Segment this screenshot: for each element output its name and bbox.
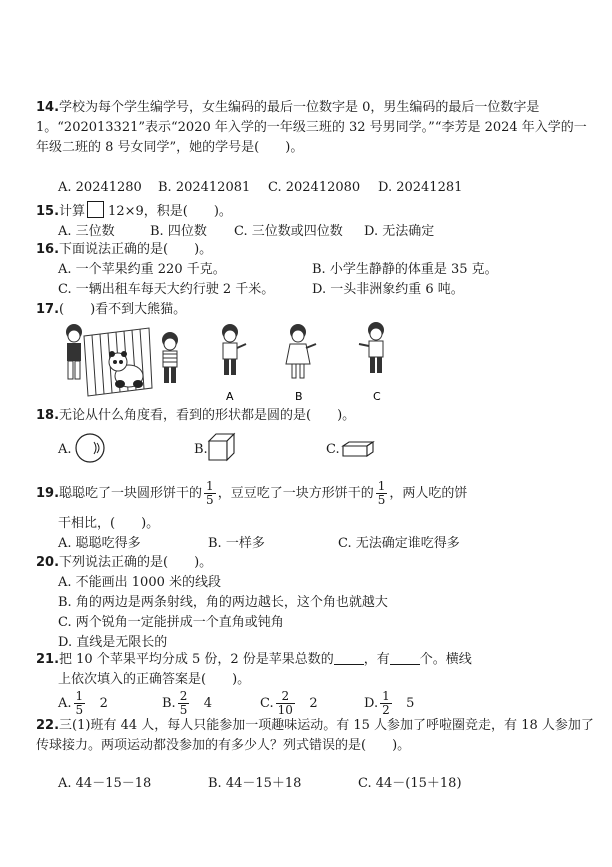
question-text-part-1: 把 10 个苹果平均分成 5 份，2 份是苹果总数的 xyxy=(59,652,334,667)
child-figure-c xyxy=(359,322,384,373)
fraction-denominator: 2 xyxy=(382,703,390,717)
question-text: ( )看不到大熊猫。 xyxy=(59,302,187,317)
options-21 xyxy=(58,684,478,717)
question-14 xyxy=(36,98,596,158)
question-21 xyxy=(36,650,596,670)
option-d[interactable]: D. 20241281 xyxy=(378,180,463,195)
question-text-part-2: ，有 xyxy=(363,652,390,667)
fraction-denominator: 5 xyxy=(179,703,188,717)
question-22 xyxy=(36,716,596,756)
cuboid-icon xyxy=(341,440,377,458)
child-figure-left xyxy=(66,324,82,379)
option-c[interactable]: C. 两个锐角一定能拼成一个直角或钝角 xyxy=(58,615,284,630)
option-label: B. xyxy=(162,696,176,711)
option-fraction xyxy=(74,690,86,717)
option-count: 2 xyxy=(309,696,318,711)
label-c: C xyxy=(373,390,381,402)
options-18 xyxy=(58,436,458,466)
question-number: 19. xyxy=(36,486,60,501)
question-number: 17. xyxy=(36,302,60,317)
option-count: 4 xyxy=(203,696,213,711)
answer-blank[interactable] xyxy=(390,650,420,665)
option-b[interactable]: B. 44－15＋18 xyxy=(208,776,302,791)
question-text: 下面说法正确的是( )。 xyxy=(59,242,213,257)
option-a[interactable]: A. 44－15－18 xyxy=(58,776,152,791)
question-18 xyxy=(36,406,596,426)
option-b[interactable] xyxy=(162,690,212,717)
option-d[interactable] xyxy=(364,690,414,717)
question-number: 22. xyxy=(36,718,60,733)
question-number: 15. xyxy=(36,204,60,219)
fraction-numerator: 1 xyxy=(206,479,214,493)
question-text-line-2: 干相比，( )。 xyxy=(58,516,160,531)
fraction-denominator: 5 xyxy=(75,703,84,717)
blank-box[interactable] xyxy=(87,201,104,218)
option-b[interactable]: B. 小学生静静的体重是 35 克。 xyxy=(312,262,498,277)
question-text: 三(1)班有 44 人，每人只能参加一项趣味运动。有 15 人参加了呼啦圈竞走，有 18 人参加了传球接力。两项运动都没参加的有多少人？列式错误的是( )。 xyxy=(36,718,594,753)
option-label: C. xyxy=(260,696,274,711)
option-fraction xyxy=(276,690,295,717)
option-label: A. xyxy=(58,696,72,711)
option-c[interactable] xyxy=(260,690,318,717)
child-figure-b xyxy=(286,324,316,378)
child-figure-a xyxy=(222,324,246,375)
option-d[interactable]: D. 无法确定 xyxy=(364,224,435,239)
option-a[interactable]: A. 不能画出 1000 米的线段 xyxy=(58,575,222,590)
option-c[interactable]: C. 无法确定谁吃得多 xyxy=(338,536,460,551)
option-a[interactable] xyxy=(58,690,108,717)
option-a[interactable]: A. 一个苹果约重 220 千克。 xyxy=(58,262,226,277)
question-number: 21. xyxy=(36,652,60,667)
panda-scene-illustration xyxy=(54,318,414,402)
option-b[interactable]: B. 角的两边是两条射线，角的两边越长，这个角也就越大 xyxy=(58,595,388,610)
fraction-denominator: 5 xyxy=(206,493,214,507)
option-b[interactable]: B. 202412081 xyxy=(158,180,251,195)
option-c[interactable]: C. 202412080 xyxy=(268,180,361,195)
fraction-numerator: 2 xyxy=(276,690,295,704)
option-c[interactable]: C. 44－(15＋18) xyxy=(358,776,462,791)
option-c[interactable]: C. xyxy=(326,442,340,457)
child-figure-middle xyxy=(162,332,178,383)
option-fraction xyxy=(380,690,392,717)
option-c[interactable]: C. 一辆出租车每天大约行驶 2 千米。 xyxy=(58,282,275,297)
question-text: 无论从什么角度看，看到的形状都是圆的是( )。 xyxy=(59,408,356,423)
option-a[interactable]: A. 三位数 xyxy=(58,224,115,239)
fraction-denominator: 10 xyxy=(277,703,293,717)
question-number: 18. xyxy=(36,408,60,423)
question-text: 下列说法正确的是( )。 xyxy=(59,555,213,570)
question-17 xyxy=(36,300,596,320)
fraction-one-fifth xyxy=(204,480,216,507)
question-text-post: 12×9，积是( )。 xyxy=(108,204,232,219)
question-text-pre: 计算 xyxy=(59,204,86,219)
answer-blank[interactable] xyxy=(334,650,364,665)
sphere-icon xyxy=(74,432,106,464)
question-text-line-2: 上依次填入的正确答案是( )。 xyxy=(58,672,251,687)
question-number: 14. xyxy=(36,100,60,115)
label-b: B xyxy=(295,390,303,402)
fraction-denominator: 5 xyxy=(377,493,386,507)
question-number: 20. xyxy=(36,555,60,570)
question-19 xyxy=(36,480,596,508)
question-text-part-3: ，两人吃的饼 xyxy=(389,486,468,501)
question-number: 16. xyxy=(36,242,60,257)
option-a[interactable]: A. xyxy=(58,442,72,457)
label-a: A xyxy=(226,390,234,402)
fraction-one-fifth xyxy=(376,480,388,507)
option-d[interactable]: D. 直线是无限长的 xyxy=(58,635,168,650)
option-b[interactable]: B. 一样多 xyxy=(208,536,265,551)
fraction-numerator: 1 xyxy=(377,479,386,493)
option-b[interactable]: B. xyxy=(194,442,208,457)
fraction-numerator: 1 xyxy=(382,689,390,703)
question-19-continued xyxy=(58,514,159,534)
question-15 xyxy=(36,201,596,222)
question-text-part-3: 个。横线 xyxy=(419,652,472,667)
question-text: 学校为每个学生编学号，女生编码的最后一位数字是 0，男生编码的最后一位数字是 1。“202013321”表示“2020 年入学的一年级三班的 32 号男同学。”“李芳是 2024 年入学的一年级二班的 8 号女同学”，她的学号是( )。 xyxy=(36,100,587,155)
option-a[interactable]: A. 聪聪吃得多 xyxy=(58,536,141,551)
option-d[interactable]: D. 一头非洲象约重 6 吨。 xyxy=(312,282,464,297)
option-fraction xyxy=(178,690,190,717)
question-20 xyxy=(36,553,596,573)
option-label: D. xyxy=(364,696,379,711)
fraction-numerator: 2 xyxy=(179,689,188,703)
question-text-part-1: 聪聪吃了一块圆形饼干的 xyxy=(59,486,203,501)
question-text-part-2: ，豆豆吃了一块方形饼干的 xyxy=(217,486,374,501)
option-c[interactable]: C. 三位数或四位数 xyxy=(234,224,343,239)
cube-icon xyxy=(207,432,237,462)
option-count: 2 xyxy=(99,696,108,711)
question-16 xyxy=(36,240,596,260)
fraction-numerator: 1 xyxy=(75,689,84,703)
option-b[interactable]: B. 四位数 xyxy=(150,224,207,239)
option-a[interactable]: A. 20241280 xyxy=(58,180,142,195)
option-count: 5 xyxy=(406,696,415,711)
